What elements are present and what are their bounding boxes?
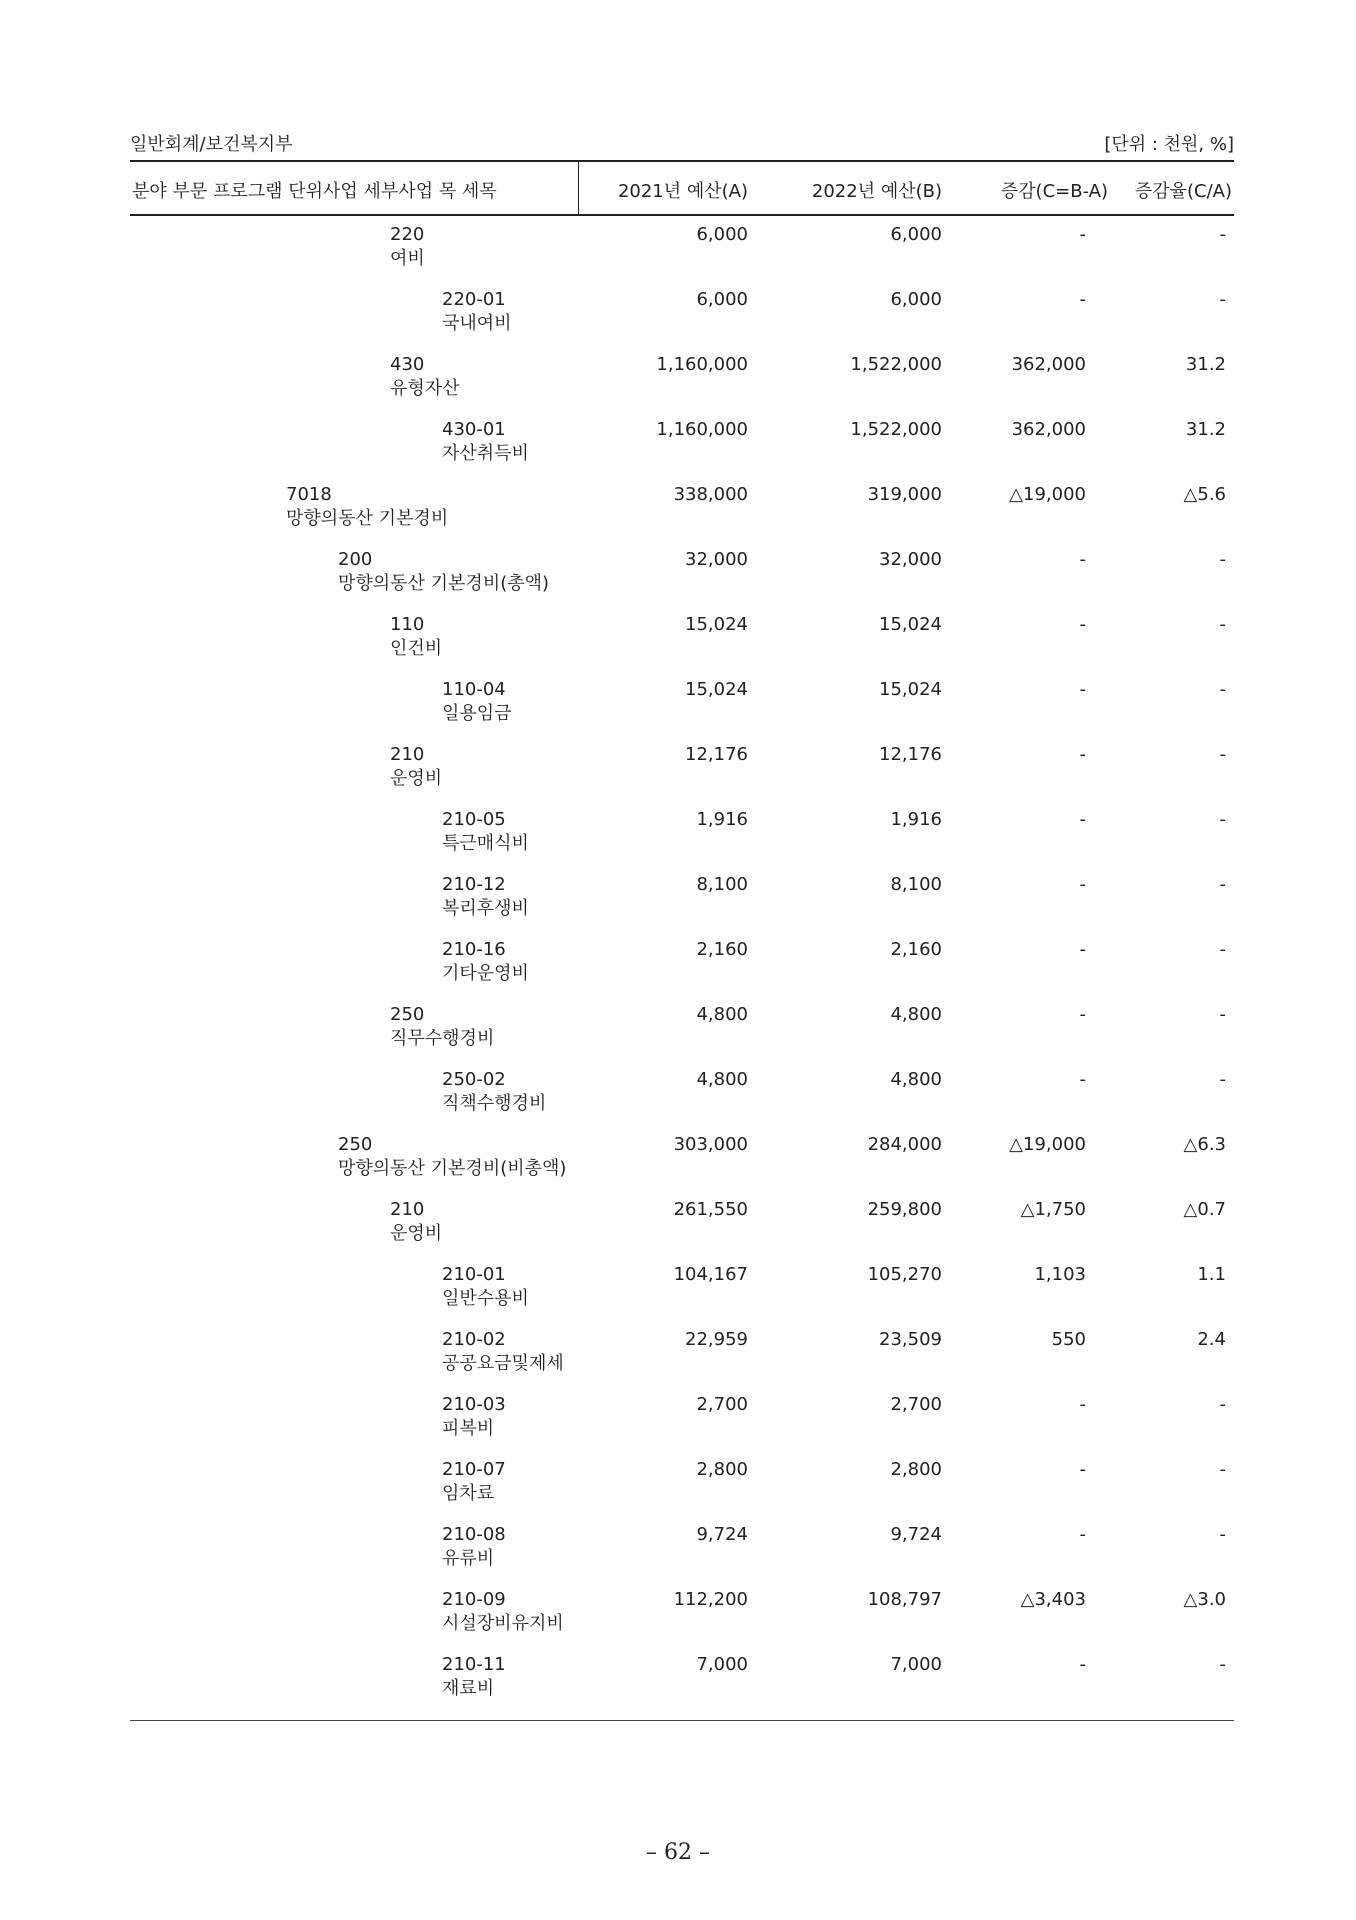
- row-name: 여비: [390, 248, 425, 269]
- row-change: -: [1079, 1524, 1086, 1545]
- row-budget-2022: 4,800: [890, 1004, 942, 1025]
- row-name: 유형자산: [390, 378, 460, 399]
- row-budget-2022: 32,000: [879, 549, 942, 570]
- row-code: 210-08: [442, 1524, 506, 1545]
- row-budget-2021: 12,176: [685, 744, 748, 765]
- row-name: 인건비: [390, 638, 443, 659]
- row-rate: 31.2: [1185, 354, 1226, 375]
- row-budget-2021: 338,000: [673, 484, 748, 505]
- row-budget-2022: 259,800: [867, 1199, 942, 1220]
- row-rate: -: [1219, 1394, 1226, 1415]
- row-change: -: [1079, 744, 1086, 765]
- row-name: 직무수행경비: [390, 1028, 495, 1049]
- table-row: [130, 1524, 1234, 1589]
- row-change: -: [1079, 614, 1086, 635]
- row-budget-2022: 8,100: [890, 874, 942, 895]
- row-budget-2021: 104,167: [673, 1264, 748, 1285]
- row-change: -: [1079, 1654, 1086, 1675]
- row-budget-2021: 8,100: [696, 874, 748, 895]
- row-rate: -: [1219, 1459, 1226, 1480]
- table-row: [130, 1004, 1234, 1069]
- table-row: [130, 289, 1234, 354]
- row-change: -: [1079, 1069, 1086, 1090]
- row-name: 운영비: [390, 1223, 443, 1244]
- row-code: 7018: [286, 484, 332, 505]
- row-rate: -: [1219, 289, 1226, 310]
- row-change: -: [1079, 679, 1086, 700]
- row-budget-2022: 7,000: [890, 1654, 942, 1675]
- row-budget-2022: 319,000: [867, 484, 942, 505]
- row-change: 362,000: [1011, 354, 1086, 375]
- row-budget-2022: 4,800: [890, 1069, 942, 1090]
- table-row: [130, 1329, 1234, 1394]
- row-rate: -: [1219, 874, 1226, 895]
- table-row: [130, 224, 1234, 289]
- table-row: [130, 354, 1234, 419]
- row-change: -: [1079, 1394, 1086, 1415]
- row-budget-2022: 2,800: [890, 1459, 942, 1480]
- row-name: 임차료: [442, 1483, 495, 1504]
- row-name: 공공요금및제세: [442, 1353, 564, 1374]
- row-name: 재료비: [442, 1678, 495, 1699]
- row-rate: -: [1219, 744, 1226, 765]
- row-budget-2021: 15,024: [685, 614, 748, 635]
- row-budget-2022: 9,724: [890, 1524, 942, 1545]
- row-rate: 1.1: [1197, 1264, 1226, 1285]
- row-budget-2021: 7,000: [696, 1654, 748, 1675]
- row-rate: -: [1219, 809, 1226, 830]
- row-budget-2021: 2,800: [696, 1459, 748, 1480]
- row-budget-2022: 6,000: [890, 224, 942, 245]
- row-budget-2022: 1,916: [890, 809, 942, 830]
- row-code: 250: [390, 1004, 425, 1025]
- row-budget-2021: 15,024: [685, 679, 748, 700]
- document-header: [130, 130, 1234, 158]
- row-change: 1,103: [1034, 1264, 1086, 1285]
- row-budget-2021: 9,724: [696, 1524, 748, 1545]
- row-budget-2022: 2,160: [890, 939, 942, 960]
- row-budget-2021: 303,000: [673, 1134, 748, 1155]
- row-code: 210-07: [442, 1459, 506, 1480]
- row-change: △3,403: [1020, 1589, 1086, 1610]
- row-rate: 31.2: [1185, 419, 1226, 440]
- row-budget-2022: 12,176: [879, 744, 942, 765]
- row-name: 망향의동산 기본경비: [286, 508, 449, 529]
- row-code: 210: [390, 744, 425, 765]
- row-code: 210-16: [442, 939, 506, 960]
- row-code: 210-05: [442, 809, 506, 830]
- row-code: 110: [390, 614, 425, 635]
- row-budget-2021: 4,800: [696, 1069, 748, 1090]
- row-change: -: [1079, 1459, 1086, 1480]
- row-budget-2021: 112,200: [673, 1589, 748, 1610]
- row-name: 직책수행경비: [442, 1093, 547, 1114]
- row-change: -: [1079, 809, 1086, 830]
- table-row: [130, 1069, 1234, 1134]
- table-row: [130, 939, 1234, 1004]
- row-name: 자산취득비: [442, 443, 529, 464]
- row-code: 430-01: [442, 419, 506, 440]
- table-header-rule: [130, 214, 1234, 216]
- header-budget-2021: 2021년 예산(A): [617, 181, 748, 202]
- table-row: [130, 874, 1234, 939]
- row-name: 국내여비: [442, 313, 512, 334]
- row-code: 210: [390, 1199, 425, 1220]
- table-row: [130, 549, 1234, 614]
- row-code: 110-04: [442, 679, 506, 700]
- row-code: 210-11: [442, 1654, 506, 1675]
- row-code: 210-09: [442, 1589, 506, 1610]
- page-number: – 62 –: [646, 1840, 710, 1865]
- row-budget-2021: 2,160: [696, 939, 748, 960]
- row-budget-2022: 105,270: [867, 1264, 942, 1285]
- row-budget-2021: 32,000: [685, 549, 748, 570]
- row-name: 복리후생비: [442, 898, 529, 919]
- row-budget-2022: 6,000: [890, 289, 942, 310]
- row-name: 일반수용비: [442, 1288, 529, 1309]
- row-budget-2021: 1,916: [696, 809, 748, 830]
- table-header: [130, 162, 1234, 214]
- header-classification: 분야 부문 프로그램 단위사업 세부사업 목 세목: [132, 181, 497, 202]
- budget-table-body: [130, 224, 1234, 1719]
- row-rate: -: [1219, 549, 1226, 570]
- row-change: -: [1079, 224, 1086, 245]
- row-code: 210-02: [442, 1329, 506, 1350]
- table-row: [130, 484, 1234, 549]
- row-budget-2022: 284,000: [867, 1134, 942, 1155]
- header-change: 증감(C=B-A): [1000, 181, 1108, 202]
- row-name: 망향의동산 기본경비(총액): [338, 573, 550, 594]
- row-code: 210-12: [442, 874, 506, 895]
- row-budget-2022: 1,522,000: [850, 354, 942, 375]
- row-code: 430: [390, 354, 425, 375]
- row-rate: -: [1219, 1654, 1226, 1675]
- row-rate: -: [1219, 224, 1226, 245]
- row-name: 일용임금: [442, 703, 512, 724]
- row-code: 210-03: [442, 1394, 506, 1415]
- row-budget-2021: 1,160,000: [656, 354, 748, 375]
- row-budget-2021: 6,000: [696, 289, 748, 310]
- row-change: -: [1079, 549, 1086, 570]
- table-row: [130, 1459, 1234, 1524]
- row-rate: -: [1219, 939, 1226, 960]
- row-name: 유류비: [442, 1548, 495, 1569]
- row-code: 210-01: [442, 1264, 506, 1285]
- unit-label: [단위 : 천원, %]: [1104, 134, 1234, 155]
- header-rate: 증감율(C/A): [1134, 181, 1232, 202]
- table-row: [130, 614, 1234, 679]
- row-rate: △6.3: [1183, 1134, 1226, 1155]
- row-change: -: [1079, 939, 1086, 960]
- row-change: 550: [1051, 1329, 1086, 1350]
- row-change: △19,000: [1009, 1134, 1086, 1155]
- row-rate: △3.0: [1183, 1589, 1226, 1610]
- row-rate: -: [1219, 1069, 1226, 1090]
- row-name: 피복비: [442, 1418, 495, 1439]
- table-row: [130, 1654, 1234, 1719]
- row-budget-2022: 23,509: [879, 1329, 942, 1350]
- row-rate: △0.7: [1183, 1199, 1226, 1220]
- row-name: 망향의동산 기본경비(비총액): [338, 1158, 567, 1179]
- row-change: △1,750: [1020, 1199, 1086, 1220]
- row-code: 250: [338, 1134, 373, 1155]
- table-row: [130, 1199, 1234, 1264]
- row-rate: -: [1219, 1524, 1226, 1545]
- row-budget-2021: 2,700: [696, 1394, 748, 1415]
- row-change: -: [1079, 874, 1086, 895]
- row-change: 362,000: [1011, 419, 1086, 440]
- row-budget-2021: 4,800: [696, 1004, 748, 1025]
- row-name: 운영비: [390, 768, 443, 789]
- row-name: 기타운영비: [442, 963, 529, 984]
- row-code: 220: [390, 224, 425, 245]
- row-code: 200: [338, 549, 373, 570]
- table-row: [130, 419, 1234, 484]
- row-code: 250-02: [442, 1069, 506, 1090]
- row-budget-2022: 1,522,000: [850, 419, 942, 440]
- row-budget-2021: 261,550: [673, 1199, 748, 1220]
- table-row: [130, 1134, 1234, 1199]
- row-name: 시설장비유지비: [442, 1613, 564, 1634]
- table-row: [130, 679, 1234, 744]
- header-separator: [578, 162, 579, 214]
- row-rate: -: [1219, 614, 1226, 635]
- row-code: 220-01: [442, 289, 506, 310]
- row-rate: 2.4: [1197, 1329, 1226, 1350]
- row-change: △19,000: [1009, 484, 1086, 505]
- row-budget-2022: 15,024: [879, 614, 942, 635]
- row-rate: -: [1219, 679, 1226, 700]
- row-budget-2021: 6,000: [696, 224, 748, 245]
- row-change: -: [1079, 1004, 1086, 1025]
- row-rate: △5.6: [1183, 484, 1226, 505]
- table-row: [130, 1589, 1234, 1654]
- account-title: 일반회계/보건복지부: [130, 134, 293, 155]
- table-row: [130, 1264, 1234, 1329]
- row-budget-2021: 22,959: [685, 1329, 748, 1350]
- table-row: [130, 1394, 1234, 1459]
- row-change: -: [1079, 289, 1086, 310]
- table-row: [130, 809, 1234, 874]
- table-bottom-rule: [130, 1720, 1234, 1721]
- table-row: [130, 744, 1234, 809]
- row-budget-2022: 2,700: [890, 1394, 942, 1415]
- row-budget-2021: 1,160,000: [656, 419, 748, 440]
- header-budget-2022: 2022년 예산(B): [811, 181, 942, 202]
- row-budget-2022: 108,797: [867, 1589, 942, 1610]
- row-budget-2022: 15,024: [879, 679, 942, 700]
- row-name: 특근매식비: [442, 833, 529, 854]
- row-rate: -: [1219, 1004, 1226, 1025]
